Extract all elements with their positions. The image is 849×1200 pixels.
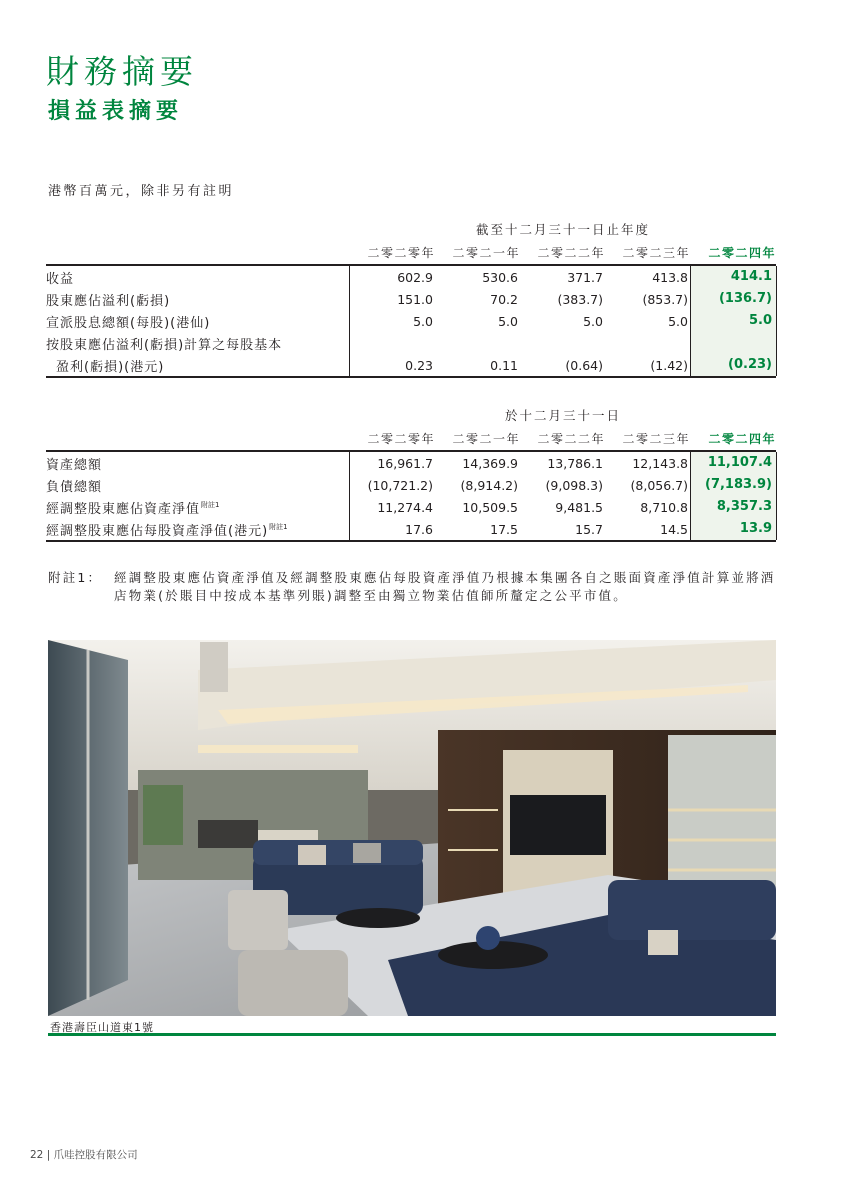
table-row — [46, 266, 776, 288]
year-heading: 二零二一年 — [452, 245, 520, 260]
table-row — [46, 518, 776, 540]
cell-value: 14,369.9 — [462, 455, 518, 471]
table-row — [46, 288, 776, 310]
footnote-text: 經調整股東應佔資產淨值及經調整股東應佔每股資產淨值乃根據本集團各自之賬面資產淨值計算並將酒店物業(於賬目中按成本基準列賬)調整至由獨立物業估值師所釐定之公平市值。 — [114, 570, 776, 603]
cell-value-current: (0.23) — [690, 354, 776, 376]
cell-value: 17.6 — [405, 521, 433, 537]
photo-caption: 香港壽臣山道東1號 — [48, 1016, 776, 1036]
year-heading: 二零二三年 — [622, 431, 690, 446]
table-row — [46, 310, 776, 332]
table-row — [46, 452, 776, 474]
row-label: 經調整股東應佔每股資產淨值(港元)$^{附註1}$ — [46, 523, 288, 539]
year-heading: 二零二一年 — [452, 431, 520, 446]
cell-value: 8,710.8 — [640, 499, 688, 515]
cell-value: (1.42) — [650, 357, 688, 373]
footnote-marker: 附註1 — [269, 523, 288, 532]
cell-value: (8,914.2) — [460, 477, 518, 493]
cell-value: 5.0 — [498, 313, 518, 329]
cell-value-current: 414.1 — [690, 266, 776, 288]
cell-value: 0.11 — [490, 357, 518, 373]
row-label: 按股東應佔溢利(虧損)計算之每股基本 — [46, 337, 283, 353]
cell-value: 5.0 — [413, 313, 433, 329]
footnote — [48, 569, 783, 605]
page-footer — [30, 1147, 138, 1162]
cell-value: 16,961.7 — [377, 455, 433, 471]
cell-value: 10,509.5 — [462, 499, 518, 515]
cell-value-current: (136.7) — [690, 288, 776, 310]
year-heading: 二零二三年 — [622, 245, 690, 260]
year-heading-current: 二零二四年 — [708, 431, 776, 446]
table-row — [46, 332, 776, 354]
row-label: 宣派股息總額(每股)(港仙) — [46, 315, 211, 331]
row-label: 股東應佔溢利(虧損) — [46, 293, 171, 309]
balance-year-header — [46, 426, 776, 452]
cell-value: 70.2 — [490, 291, 518, 307]
row-label: 經調整股東應佔資產淨值$^{附註1}$ — [46, 501, 220, 517]
balance-group-heading: 於十二月三十一日 — [504, 408, 621, 423]
year-heading: 二零二零年 — [367, 245, 435, 260]
company-name: 爪哇控股有限公司 — [53, 1149, 138, 1161]
page-number: 22 — [30, 1149, 44, 1161]
balance-rows — [46, 452, 776, 542]
row-label: 資產總額 — [46, 457, 103, 473]
cell-value: 13,786.1 — [547, 455, 603, 471]
footnote-marker: 附註1 — [201, 501, 220, 510]
row-label: 負債總額 — [46, 479, 103, 495]
cell-value: 413.8 — [652, 269, 688, 285]
footnote-mark: 附註1： — [48, 570, 103, 585]
cell-value: (0.64) — [565, 357, 603, 373]
cell-value: 371.7 — [567, 269, 603, 285]
year-heading: 二零二二年 — [537, 431, 605, 446]
table-row — [46, 354, 776, 376]
cell-value: (853.7) — [642, 291, 688, 307]
income-rows — [46, 266, 776, 378]
cell-value: 602.9 — [397, 269, 433, 285]
cell-value: 0.23 — [405, 357, 433, 373]
cell-value: 11,274.4 — [377, 499, 433, 515]
income-group-heading: 截至十二月三十一日止年度 — [475, 222, 650, 237]
cell-value: (10,721.2) — [367, 477, 433, 493]
cell-value-current — [690, 332, 776, 354]
interior-photo — [48, 640, 776, 1016]
cell-value-current: 8,357.3 — [690, 496, 776, 518]
cell-value: 9,481.5 — [555, 499, 603, 515]
table-row — [46, 496, 776, 518]
cell-value-current: 13.9 — [690, 518, 776, 540]
year-heading: 二零二二年 — [537, 245, 605, 260]
table-row — [46, 474, 776, 496]
footer-separator: | — [46, 1149, 51, 1161]
cell-value: (8,056.7) — [630, 477, 688, 493]
row-label: 收益 — [46, 271, 75, 287]
cell-value: (383.7) — [557, 291, 603, 307]
section-title: 損益表摘要 — [48, 99, 184, 124]
cell-value: 14.5 — [660, 521, 688, 537]
year-heading-current: 二零二四年 — [708, 245, 776, 260]
cell-value: 17.5 — [490, 521, 518, 537]
cell-value: (9,098.3) — [545, 477, 603, 493]
cell-value-current: 5.0 — [690, 310, 776, 332]
cell-value: 5.0 — [668, 313, 688, 329]
page-title: 財務摘要 — [46, 52, 198, 91]
cell-value: 151.0 — [397, 291, 433, 307]
cell-value: 5.0 — [583, 313, 603, 329]
cell-value-current: (7,183.9) — [690, 474, 776, 496]
row-label: 盈利(虧損)(港元) — [56, 359, 165, 375]
income-summary-table — [46, 218, 776, 378]
cell-value: 12,143.8 — [632, 455, 688, 471]
cell-value: 530.6 — [482, 269, 518, 285]
cell-value-current: 11,107.4 — [690, 452, 776, 474]
balance-summary-table — [46, 404, 776, 542]
cell-value: 15.7 — [575, 521, 603, 537]
year-heading: 二零二零年 — [367, 431, 435, 446]
unit-note: 港幣百萬元，除非另有註明 — [48, 184, 235, 199]
income-year-header — [46, 240, 776, 266]
